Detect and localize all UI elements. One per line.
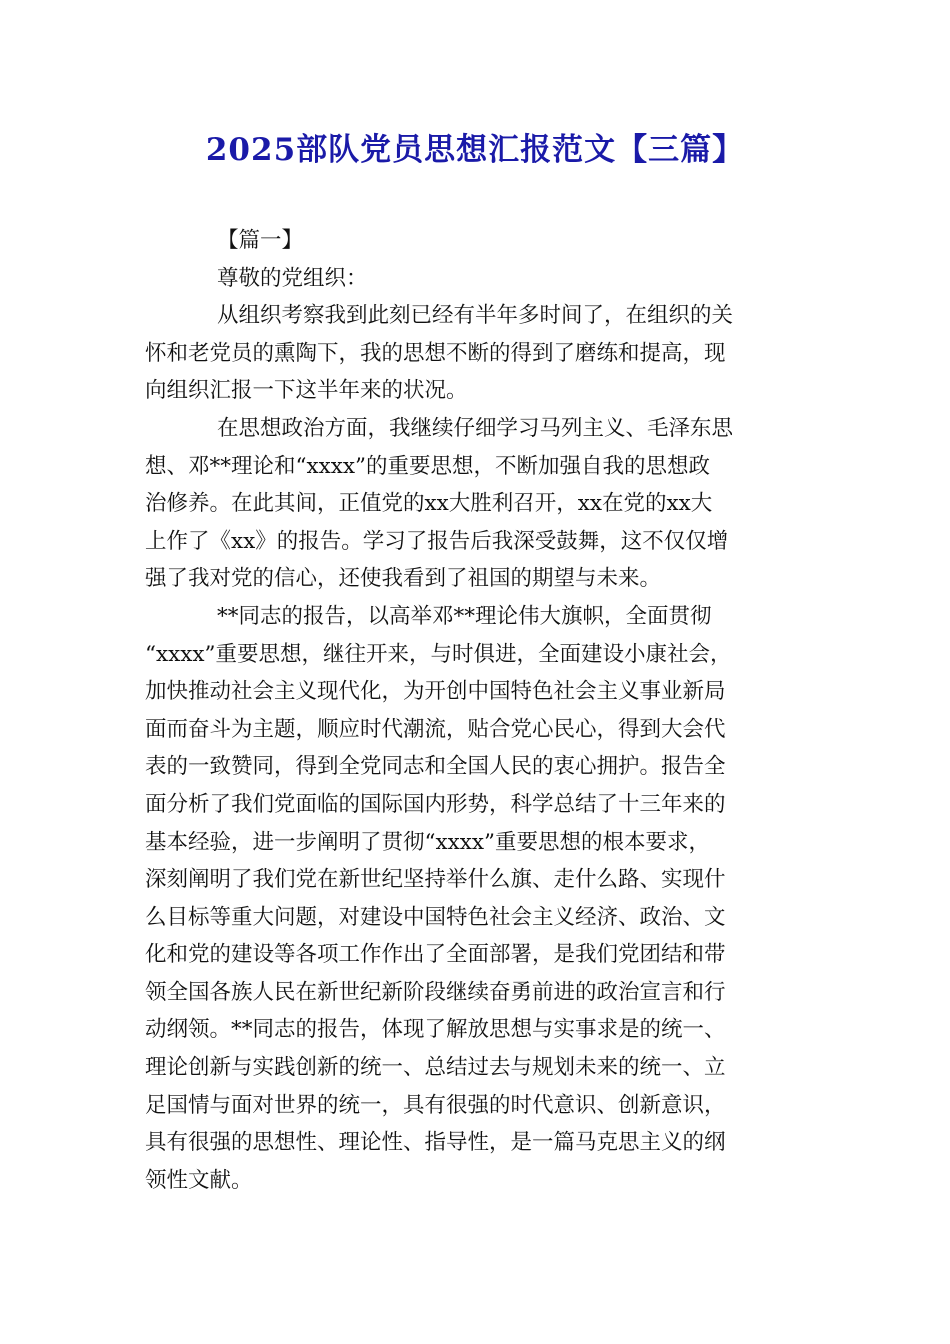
body-line: 表的一致赞同，得到全党同志和全国人民的衷心拥护。报告全 — [145, 754, 726, 780]
body-line: 足国情与面对世界的统一，具有很强的时代意识、创新意识， — [145, 1092, 726, 1118]
body-line: 面分析了我们党面临的国际国内形势，科学总结了十三年来的 — [145, 791, 726, 817]
body-line: 领全国各族人民在新世纪新阶段继续奋勇前进的政治宣言和行 — [145, 979, 726, 1005]
body-line: 在思想政治方面，我继续仔细学习马列主义、毛泽东思 — [217, 415, 734, 441]
body-line: 尊敬的党组织： — [217, 265, 368, 291]
body-line: 从组织考察我到此刻已经有半年多时间了，在组织的关 — [217, 303, 734, 329]
body-line: 动纲领。**同志的报告，体现了解放思想与实事求是的统一、 — [145, 1017, 726, 1043]
body-line: “xxxx”重要思想，继往开来，与时俱进，全面建设小康社会， — [145, 641, 732, 667]
body-line: 基本经验，进一步阐明了贯彻“xxxx”重要思想的根本要求， — [145, 829, 710, 855]
document-title: 2025部队党员思想汇报范文【三篇】 — [205, 132, 745, 168]
body-line: 上作了《xx》的报告。学习了报告后我深受鼓舞，这不仅仅增 — [145, 528, 729, 554]
document-body — [145, 222, 803, 1199]
body-line: 理论创新与实践创新的统一、总结过去与规划未来的统一、立 — [145, 1055, 726, 1081]
body-line: 向组织汇报一下这半年来的状况。 — [145, 378, 468, 404]
body-line: 深刻阐明了我们党在新世纪坚持举什么旗、走什么路、实现什 — [145, 867, 726, 893]
body-line: 怀和老党员的熏陶下，我的思想不断的得到了磨练和提高，现 — [145, 340, 726, 366]
body-line: 【篇一】 — [217, 228, 304, 253]
body-line: 治修养。在此其间，正值党的xx大胜利召开，xx在党的xx大 — [145, 491, 713, 517]
body-line: **同志的报告，以高举邓**理论伟大旗帜，全面贯彻 — [217, 603, 712, 629]
body-line: 加快推动社会主义现代化，为开创中国特色社会主义事业新局 — [145, 679, 726, 705]
body-line: 具有很强的思想性、理论性、指导性，是一篇马克思主义的纲 — [145, 1130, 726, 1156]
body-line: 领性文献。 — [145, 1167, 253, 1193]
body-line: 想、邓**理论和“xxxx”的重要思想，不断加强自我的思想政 — [145, 453, 710, 479]
body-line: 化和党的建设等各项工作作出了全面部署，是我们党团结和带 — [145, 942, 726, 968]
body-line: 么目标等重大问题，对建设中国特色社会主义经济、政治、文 — [145, 904, 726, 930]
body-line: 面而奋斗为主题，顺应时代潮流，贴合党心民心，得到大会代 — [145, 716, 726, 742]
body-line: 强了我对党的信心，还使我看到了祖国的期望与未来。 — [145, 566, 662, 592]
